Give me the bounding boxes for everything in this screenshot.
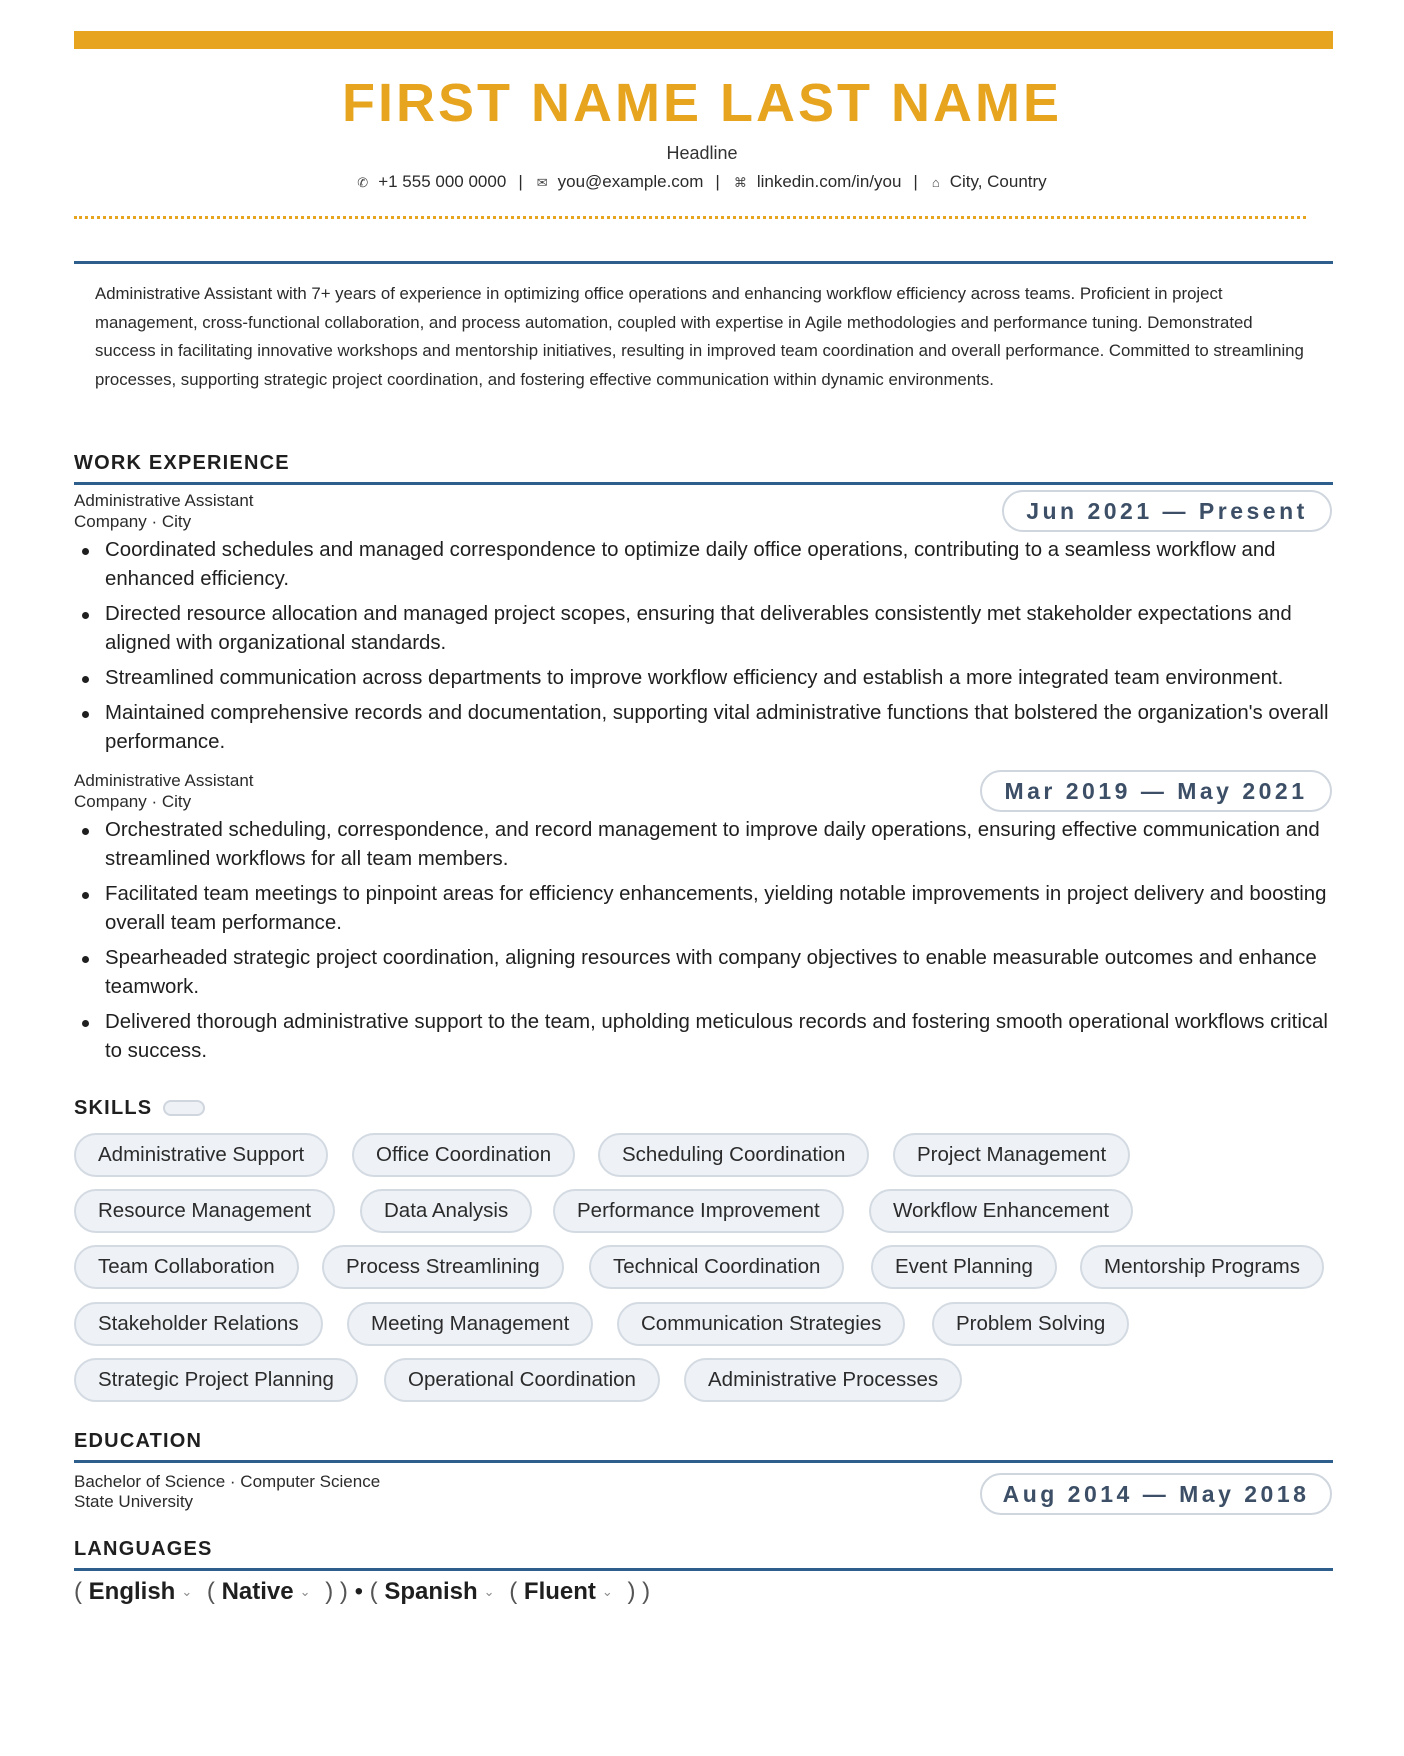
list-item[interactable]: Orchestrated scheduling, correspondence, and record management to improve daily operations, ensuring effective communication and streamlined workflows for all team members. <box>74 816 1334 874</box>
skill-chip[interactable]: Problem Solving <box>932 1302 1129 1346</box>
chevron-down-icon[interactable]: ⌄ <box>601 1584 613 1599</box>
summary-rule <box>74 261 1333 264</box>
languages-rule <box>74 1568 1333 1571</box>
job-2-bullets <box>74 816 1334 1072</box>
linkedin-text: linkedin.com/in/you <box>756 172 902 191</box>
skill-chip[interactable]: Technical Coordination <box>589 1245 844 1289</box>
job-2-title[interactable]: Administrative Assistant <box>74 771 254 790</box>
linkedin-icon: ⌘ <box>733 175 747 190</box>
level-native[interactable]: Native <box>221 1578 294 1605</box>
list-item[interactable]: Facilitated team meetings to pinpoint areas for efficiency enhancements, yielding notable improvements in project delivery and boosting overall team performance. <box>74 880 1334 938</box>
education-dates[interactable]: Aug 2014 — May 2018 <box>980 1473 1332 1515</box>
list-item[interactable]: Delivered thorough administrative support to the team, upholding meticulous records and fostering smooth operational workflows critical to success. <box>74 1008 1334 1066</box>
list-item[interactable]: Directed resource allocation and managed project scopes, ensuring that deliverables consistently met stakeholder expectations and aligned with organizational standards. <box>74 600 1334 658</box>
chevron-down-icon[interactable]: ⌄ <box>299 1584 311 1599</box>
email-text: you@example.com <box>557 172 704 191</box>
contact-separator: | <box>715 172 720 191</box>
job-1-title[interactable]: Administrative Assistant <box>74 491 254 510</box>
language-spanish[interactable]: Spanish <box>384 1578 478 1605</box>
headline[interactable]: Headline <box>666 143 738 163</box>
chevron-down-icon[interactable]: ⌄ <box>181 1584 193 1599</box>
paren-close: ) <box>627 1578 636 1605</box>
work-experience-rule <box>74 482 1333 485</box>
phone-text: +1 555 000 0000 <box>378 172 507 191</box>
contact-phone[interactable] <box>357 172 506 192</box>
paren-open: ( <box>509 1578 518 1605</box>
job-2-company[interactable]: Company · City <box>74 792 192 811</box>
skills-heading: SKILLS <box>74 1097 153 1119</box>
paren-open: ( <box>369 1578 378 1605</box>
skill-chip[interactable]: Strategic Project Planning <box>74 1358 358 1402</box>
job-1-bullets <box>74 536 1334 763</box>
contact-linkedin[interactable] <box>734 172 902 192</box>
education-heading: EDUCATION <box>74 1430 203 1452</box>
job-1-company[interactable]: Company · City <box>74 512 192 531</box>
chevron-down-icon[interactable]: ⌄ <box>483 1584 495 1599</box>
language-english[interactable]: English <box>88 1578 176 1605</box>
list-item[interactable]: Coordinated schedules and managed correspondence to optimize daily office operations, contributing to a seamless workflow and enhanced efficiency. <box>74 536 1334 594</box>
contact-email[interactable] <box>537 172 704 192</box>
skill-chip[interactable]: Operational Coordination <box>384 1358 660 1402</box>
education-school[interactable]: State University <box>74 1492 194 1511</box>
skills-toggle[interactable] <box>163 1100 205 1116</box>
education-rule <box>74 1460 1333 1463</box>
contact-location[interactable] <box>932 172 1047 192</box>
summary-text[interactable]: Administrative Assistant with 7+ years of experience in optimizing office operations and enhancing workflow efficiency across teams. Proficient in project management, cross-functional collaboration, and process automation, coupled with expertise in Agile methodologies and performance tuning. Demonstrated success in facilitating innovative workshops and mentorship initiatives, resulting in improved team coordination and overall performance. Committed to streamlining processes, supporting strategic project coordination, and fostering effective communication within dynamic environments. <box>95 284 1304 389</box>
contact-separator: | <box>913 172 918 191</box>
skill-chip[interactable]: Office Coordination <box>352 1133 575 1177</box>
skill-chip[interactable]: Administrative Processes <box>684 1358 962 1402</box>
list-item[interactable]: Streamlined communication across departments to improve workflow efficiency and establish a more integrated team environment. <box>74 664 1334 693</box>
job-2-dates[interactable]: Mar 2019 — May 2021 <box>980 770 1332 812</box>
skill-chip[interactable]: Workflow Enhancement <box>869 1189 1133 1233</box>
level-fluent[interactable]: Fluent <box>523 1578 596 1605</box>
language-separator: • <box>354 1578 363 1605</box>
paren-close: ) <box>325 1578 334 1605</box>
list-item[interactable]: Maintained comprehensive records and documentation, supporting vital administrative functions that bolstered the organization's overall performance. <box>74 699 1334 757</box>
skill-chip[interactable]: Project Management <box>893 1133 1130 1177</box>
job-1-dates[interactable]: Jun 2021 — Present <box>1002 490 1332 532</box>
header-accent-bar <box>74 31 1333 49</box>
candidate-name[interactable]: FIRST NAME LAST NAME <box>342 73 1062 133</box>
skill-chip[interactable]: Resource Management <box>74 1189 335 1233</box>
header-dotted-divider <box>74 216 1306 219</box>
home-icon: ⌂ <box>931 175 940 190</box>
skill-chip[interactable]: Mentorship Programs <box>1080 1245 1324 1289</box>
skill-chip[interactable]: Meeting Management <box>347 1302 593 1346</box>
paren-close: ) <box>642 1578 651 1605</box>
skill-chip[interactable]: Scheduling Coordination <box>598 1133 869 1177</box>
paren-open: ( <box>74 1578 82 1605</box>
skill-chip[interactable]: Stakeholder Relations <box>74 1302 323 1346</box>
skill-chip[interactable]: Administrative Support <box>74 1133 328 1177</box>
phone-icon: ✆ <box>357 175 369 190</box>
work-experience-heading: WORK EXPERIENCE <box>74 452 290 474</box>
languages-line <box>74 1578 650 1606</box>
paren-open: ( <box>206 1578 215 1605</box>
skill-chip[interactable]: Performance Improvement <box>553 1189 844 1233</box>
contact-separator: | <box>518 172 523 191</box>
skill-chip[interactable]: Communication Strategies <box>617 1302 905 1346</box>
skill-chip[interactable]: Event Planning <box>871 1245 1057 1289</box>
list-item[interactable]: Spearheaded strategic project coordination, aligning resources with company objectives to enable measurable outcomes and enhance teamwork. <box>74 944 1334 1002</box>
skill-chip[interactable]: Data Analysis <box>360 1189 532 1233</box>
skill-chip[interactable]: Process Streamlining <box>322 1245 564 1289</box>
education-degree[interactable]: Bachelor of Science · Computer Science <box>74 1472 381 1491</box>
languages-heading: LANGUAGES <box>74 1538 213 1560</box>
contact-line <box>0 172 1404 192</box>
paren-close: ) <box>339 1578 348 1605</box>
skill-chip[interactable]: Team Collaboration <box>74 1245 299 1289</box>
location-text: City, Country <box>949 172 1047 191</box>
email-icon: ✉ <box>536 175 548 190</box>
